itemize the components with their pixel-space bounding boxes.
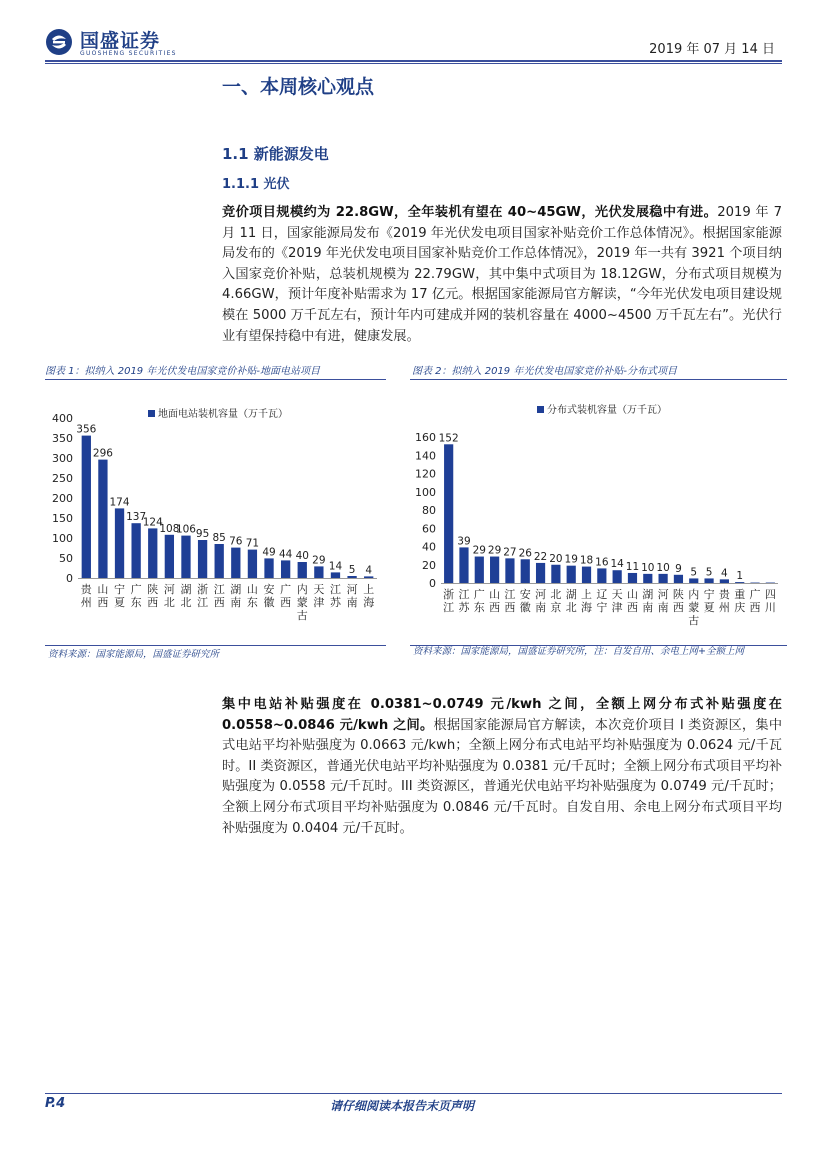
x-tick-char: 贵 bbox=[80, 583, 92, 596]
x-tick-char: 西 bbox=[672, 601, 684, 614]
x-tick-char: 西 bbox=[504, 601, 516, 614]
y-tick-label: 0 bbox=[429, 577, 436, 590]
data-label: 27 bbox=[503, 546, 517, 559]
x-tick-char: 贵 bbox=[718, 588, 730, 601]
bar bbox=[364, 576, 373, 578]
x-tick-char: 浙 bbox=[443, 588, 455, 601]
x-tick-char: 苏 bbox=[458, 601, 470, 614]
bar bbox=[689, 578, 698, 583]
x-tick-label bbox=[627, 588, 638, 614]
x-tick-label bbox=[688, 587, 699, 627]
x-tick-label bbox=[719, 587, 731, 614]
x-tick-label bbox=[658, 588, 669, 614]
x-tick-label bbox=[114, 583, 125, 609]
x-tick-label bbox=[504, 588, 515, 614]
x-tick-char: 山 bbox=[489, 588, 501, 601]
x-tick-char: 北 bbox=[180, 596, 192, 609]
x-tick-label bbox=[612, 588, 623, 614]
x-tick-char: 川 bbox=[764, 601, 776, 614]
x-tick-char: 宁 bbox=[703, 588, 715, 601]
x-tick-char: 河 bbox=[346, 583, 358, 596]
y-tick-label: 100 bbox=[52, 532, 73, 545]
figure-1-source-rule bbox=[45, 645, 386, 646]
x-tick-label bbox=[197, 582, 208, 609]
bar bbox=[215, 544, 224, 578]
data-label: 39 bbox=[457, 535, 471, 548]
x-tick-char: 东 bbox=[473, 601, 485, 614]
x-tick-char: 南 bbox=[230, 596, 242, 609]
x-tick-char: 海 bbox=[581, 601, 593, 614]
data-label: 296 bbox=[92, 447, 113, 460]
data-label: 40 bbox=[295, 550, 309, 562]
paragraph-lead: 集中电站补贴强度在 0.0381~0.0749 元/kwh 之间，全额上网分布式补贴强度在 0.0558~0.0846 元/kwh 之间。 bbox=[222, 697, 782, 733]
data-label: 4 bbox=[721, 567, 728, 580]
x-tick-label bbox=[363, 582, 374, 609]
disclaimer-note: 请仔细阅读本报告末页声明 bbox=[330, 1099, 475, 1113]
legend-swatch bbox=[148, 410, 155, 417]
bar bbox=[198, 540, 207, 578]
x-tick-char: 江 bbox=[329, 583, 341, 596]
x-tick-char: 南 bbox=[642, 601, 654, 614]
x-tick-label bbox=[734, 587, 745, 614]
x-tick-label bbox=[280, 582, 291, 609]
ground-station-bar-chart bbox=[45, 385, 386, 630]
x-tick-char: 徽 bbox=[263, 596, 275, 609]
x-tick-char: 广 bbox=[749, 588, 761, 601]
x-tick-char: 夏 bbox=[703, 601, 715, 614]
bar bbox=[567, 566, 576, 583]
figure-1-caption: 图表 1：拟纳入 2019 年光伏发电国家竞价补贴-地面电站项目 bbox=[45, 366, 320, 377]
bar bbox=[582, 567, 591, 583]
x-tick-char: 四 bbox=[764, 588, 776, 601]
paragraph-pv-scale bbox=[222, 203, 782, 347]
x-tick-char: 河 bbox=[163, 583, 175, 596]
bar bbox=[165, 535, 174, 578]
bar bbox=[597, 568, 606, 583]
bar bbox=[735, 582, 744, 583]
x-tick-label bbox=[596, 588, 607, 614]
x-tick-label bbox=[164, 583, 175, 609]
x-tick-char: 蒙 bbox=[296, 596, 308, 609]
y-tick-label: 300 bbox=[52, 452, 73, 465]
data-label: 18 bbox=[579, 554, 594, 567]
bar bbox=[148, 528, 157, 578]
x-tick-char: 上 bbox=[363, 583, 375, 596]
bar bbox=[720, 579, 729, 583]
data-label: 5 bbox=[690, 566, 698, 579]
data-label: 10 bbox=[656, 561, 670, 574]
data-label: 14 bbox=[610, 558, 624, 571]
x-tick-char: 庆 bbox=[734, 601, 746, 614]
x-tick-char: 蒙 bbox=[688, 601, 700, 614]
x-tick-char: 津 bbox=[611, 601, 623, 614]
data-label: 4 bbox=[365, 564, 373, 577]
x-tick-char: 宁 bbox=[596, 601, 608, 614]
bar bbox=[490, 557, 499, 583]
data-label: 22 bbox=[533, 550, 548, 563]
data-label: 29 bbox=[312, 554, 326, 567]
x-tick-char: 广 bbox=[130, 583, 142, 596]
x-tick-char: 南 bbox=[346, 596, 358, 609]
x-tick-char: 徽 bbox=[519, 601, 531, 614]
x-tick-label bbox=[520, 587, 531, 614]
y-tick-label: 50 bbox=[59, 552, 73, 565]
x-tick-char: 津 bbox=[313, 596, 325, 609]
x-tick-char: 江 bbox=[197, 596, 209, 609]
x-tick-label bbox=[180, 582, 191, 609]
y-tick-label: 200 bbox=[52, 492, 73, 505]
brand-english: GUOSHENG SECURITIES bbox=[80, 50, 177, 57]
bar bbox=[115, 508, 124, 578]
x-tick-char: 苏 bbox=[329, 596, 341, 609]
x-tick-label bbox=[566, 587, 577, 614]
data-label: 152 bbox=[438, 432, 459, 445]
legend-label: 分布式装机容量（万千瓦） bbox=[547, 405, 667, 416]
x-tick-label bbox=[550, 588, 561, 614]
bar bbox=[704, 578, 713, 583]
x-tick-label bbox=[642, 587, 653, 614]
data-label: 356 bbox=[76, 423, 97, 436]
paragraph-body: 2019 年 7 月 11 日，国家能源局发布《2019 年光伏发电项目国家补贴竞价工作总体情况》。根据国家能源局发布的《2019 年光伏发电项目国家补贴竞价工作总体情况》，2019 年一共有 3921 个项目纳入国家竞价补贴，总装机规模为 22.79GW，其中集中式项目为 18.12GW，分布式项目规模为 4.66GW，预计年度补贴需求为 17 亿元。根据国家能源局官方解读，“今年光伏发电项目建设规模在 5000 万千瓦左右，预计年内可建成并网的装机容量在 4000~4500 万千瓦左右”。光伏行业有望保持稳中有进，健康发展。 bbox=[222, 205, 782, 344]
x-tick-label bbox=[81, 582, 93, 609]
y-tick-label: 60 bbox=[422, 522, 436, 536]
data-label: 26 bbox=[518, 547, 532, 560]
x-tick-char: 南 bbox=[657, 601, 669, 614]
x-tick-char: 北 bbox=[550, 588, 562, 601]
legend-swatch bbox=[537, 406, 544, 413]
report-date: 2019 年 07 月 14 日 bbox=[649, 42, 775, 57]
x-tick-label bbox=[230, 582, 241, 609]
data-label: 20 bbox=[549, 552, 563, 565]
x-tick-char: 江 bbox=[443, 601, 455, 614]
y-tick-label: 20 bbox=[422, 558, 436, 572]
data-label: 16 bbox=[595, 556, 609, 569]
x-tick-label bbox=[147, 582, 158, 609]
x-tick-char: 陕 bbox=[672, 588, 684, 601]
x-tick-char: 州 bbox=[80, 596, 92, 609]
data-label: 44 bbox=[278, 548, 293, 561]
x-tick-char: 西 bbox=[749, 601, 761, 614]
x-tick-char: 州 bbox=[718, 601, 730, 614]
x-tick-char: 江 bbox=[213, 583, 225, 596]
x-tick-char: 山 bbox=[626, 588, 638, 601]
bar bbox=[613, 570, 622, 583]
data-label: 11 bbox=[625, 560, 640, 573]
x-tick-char: 辽 bbox=[596, 588, 608, 601]
y-tick-label: 150 bbox=[52, 512, 73, 525]
x-tick-label bbox=[443, 587, 454, 614]
data-label: 29 bbox=[472, 544, 486, 557]
x-tick-char: 安 bbox=[519, 588, 531, 601]
x-tick-label bbox=[297, 582, 308, 622]
y-tick-label: 100 bbox=[415, 485, 436, 499]
x-tick-char: 古 bbox=[296, 609, 308, 622]
bar bbox=[521, 559, 530, 583]
figure-2-caption-rule bbox=[410, 379, 787, 380]
x-tick-char: 上 bbox=[581, 588, 593, 601]
y-tick-label: 120 bbox=[415, 467, 436, 481]
bar bbox=[536, 563, 545, 583]
x-tick-char: 湖 bbox=[180, 583, 192, 596]
y-tick-label: 400 bbox=[52, 412, 73, 425]
data-label: 108 bbox=[159, 522, 180, 535]
bar bbox=[82, 436, 91, 578]
figure-2-source: 资料来源：国家能源局，国盛证券研究所，注：自发自用、余电上网+全额上网 bbox=[413, 646, 744, 657]
x-tick-label bbox=[97, 583, 108, 609]
bar bbox=[475, 557, 484, 583]
x-tick-label bbox=[673, 587, 684, 614]
x-tick-label bbox=[313, 583, 324, 609]
data-label: 95 bbox=[195, 528, 210, 540]
data-label: 29 bbox=[487, 544, 502, 557]
bar bbox=[264, 558, 273, 578]
bar bbox=[659, 574, 668, 583]
bar bbox=[98, 460, 107, 578]
x-tick-char: 山 bbox=[97, 583, 109, 596]
x-tick-char: 古 bbox=[688, 614, 700, 627]
x-tick-label bbox=[765, 588, 776, 614]
x-tick-char: 广 bbox=[473, 588, 485, 601]
x-tick-char: 重 bbox=[734, 588, 746, 601]
x-tick-char: 东 bbox=[130, 596, 142, 609]
data-label: 106 bbox=[175, 523, 196, 536]
x-tick-char: 西 bbox=[147, 596, 159, 609]
x-tick-char: 安 bbox=[263, 583, 275, 596]
x-tick-char: 夏 bbox=[114, 596, 126, 609]
bar bbox=[505, 558, 514, 583]
x-tick-char: 河 bbox=[535, 588, 547, 601]
distributed-bar-chart bbox=[410, 385, 787, 630]
x-tick-char: 南 bbox=[535, 601, 547, 614]
data-label: 49 bbox=[262, 546, 276, 559]
section-title: 一、本周核心观点 bbox=[222, 76, 375, 98]
x-tick-char: 西 bbox=[626, 601, 638, 614]
y-tick-label: 80 bbox=[422, 504, 436, 517]
x-tick-char: 京 bbox=[550, 601, 562, 614]
header-divider bbox=[45, 60, 782, 62]
x-tick-char: 北 bbox=[163, 596, 175, 609]
x-tick-char: 西 bbox=[280, 596, 292, 609]
subsection-title: 1.1 新能源发电 bbox=[222, 145, 329, 163]
data-label: 1 bbox=[736, 570, 744, 583]
logo-icon bbox=[45, 28, 73, 56]
x-tick-char: 西 bbox=[213, 596, 225, 609]
bar bbox=[628, 573, 637, 583]
y-tick-label: 350 bbox=[52, 432, 73, 445]
x-tick-label bbox=[458, 588, 470, 614]
x-tick-label bbox=[581, 587, 592, 614]
data-label: 19 bbox=[564, 553, 578, 566]
bar bbox=[231, 548, 240, 578]
x-tick-char: 河 bbox=[657, 588, 669, 601]
x-tick-label bbox=[750, 587, 761, 614]
bar bbox=[551, 565, 560, 583]
x-tick-label bbox=[247, 583, 258, 609]
bar bbox=[248, 550, 257, 578]
figure-1-caption-rule bbox=[45, 379, 386, 380]
data-label: 71 bbox=[245, 537, 260, 550]
bar bbox=[674, 575, 683, 583]
data-label: 5 bbox=[348, 564, 356, 576]
data-label: 85 bbox=[212, 532, 226, 544]
x-tick-char: 陕 bbox=[147, 583, 159, 596]
bar bbox=[331, 572, 340, 578]
x-tick-label bbox=[131, 582, 142, 609]
y-tick-label: 140 bbox=[415, 449, 436, 463]
bar bbox=[281, 560, 290, 578]
subsubsection-title: 1.1.1 光伏 bbox=[222, 177, 290, 192]
x-tick-char: 江 bbox=[504, 588, 516, 601]
data-label: 124 bbox=[142, 516, 163, 529]
data-label: 10 bbox=[641, 561, 655, 574]
figure-1-source: 资料来源：国家能源局，国盛证券研究所 bbox=[48, 649, 220, 660]
bar bbox=[298, 562, 307, 578]
x-tick-char: 湖 bbox=[230, 583, 242, 596]
x-tick-char: 天 bbox=[611, 588, 623, 601]
y-tick-label: 0 bbox=[66, 572, 73, 585]
x-tick-char: 江 bbox=[458, 588, 470, 601]
x-tick-char: 东 bbox=[246, 596, 258, 609]
data-label: 9 bbox=[675, 562, 682, 575]
x-tick-char: 海 bbox=[363, 596, 375, 609]
x-tick-char: 内 bbox=[296, 583, 308, 596]
x-tick-char: 天 bbox=[313, 583, 325, 596]
x-tick-label bbox=[347, 583, 358, 609]
brand-name: 国盛证券 bbox=[80, 30, 161, 52]
x-tick-label bbox=[489, 588, 500, 614]
x-tick-char: 西 bbox=[97, 596, 109, 609]
x-tick-char: 广 bbox=[280, 583, 292, 596]
x-tick-label bbox=[474, 587, 485, 614]
data-label: 174 bbox=[109, 496, 130, 509]
x-tick-label bbox=[264, 582, 275, 609]
x-tick-char: 湖 bbox=[565, 588, 577, 601]
x-tick-label bbox=[535, 588, 546, 614]
x-tick-char: 北 bbox=[565, 601, 577, 614]
y-tick-label: 40 bbox=[422, 540, 436, 554]
bar bbox=[314, 566, 323, 578]
paragraph-subsidy bbox=[222, 695, 782, 839]
data-label: 76 bbox=[229, 535, 243, 548]
x-tick-char: 西 bbox=[489, 601, 501, 614]
legend-label: 地面电站装机容量（万千瓦） bbox=[158, 409, 288, 420]
data-label: 14 bbox=[328, 560, 343, 573]
paragraph-lead: 竞价项目规模约为 22.8GW，全年装机有望在 40~45GW，光伏发展稳中有进。 bbox=[222, 205, 718, 220]
bar bbox=[459, 547, 468, 583]
x-tick-label bbox=[704, 588, 715, 614]
bar bbox=[181, 536, 190, 578]
page-number: P.4 bbox=[45, 1096, 66, 1111]
x-tick-char: 宁 bbox=[114, 583, 126, 596]
header-divider-thin bbox=[45, 63, 782, 64]
paragraph-body: 根据国家能源局官方解读，本次竞价项目 I 类资源区，集中式电站平均补贴强度为 0.0663 元/kwh；全额上网分布式电站平均补贴强度为 0.0624 元/千瓦时。II 类资源区，普通光伏电站平均补贴强度为 0.0381 元/千瓦时；全额上网分布式项目平均补贴强度为 0.0558 元/千瓦时。III 类资源区，普通光伏电站平均补贴强度为 0.0749 元/千瓦时；全额上网分布式项目平均补贴强度为 0.0846 元/千瓦时。自发自用、余电上网分布式项目平均补贴强度为 0.0404 元/千瓦时。 bbox=[222, 717, 783, 836]
bar bbox=[643, 574, 652, 583]
footer-divider bbox=[45, 1093, 782, 1094]
y-tick-label: 250 bbox=[52, 472, 73, 485]
bar bbox=[347, 576, 356, 578]
x-tick-char: 山 bbox=[246, 583, 258, 596]
bar bbox=[444, 444, 453, 583]
bar bbox=[131, 523, 140, 578]
x-tick-char: 湖 bbox=[642, 588, 654, 601]
x-tick-label bbox=[214, 583, 225, 609]
data-label: 137 bbox=[126, 511, 147, 524]
x-tick-label bbox=[330, 583, 342, 609]
y-tick-label: 160 bbox=[415, 431, 436, 444]
x-tick-char: 内 bbox=[688, 588, 700, 601]
figure-2-caption: 图表 2：拟纳入 2019 年光伏发电国家竞价补贴-分布式项目 bbox=[412, 366, 677, 377]
x-tick-char: 浙 bbox=[197, 583, 209, 596]
data-label: 5 bbox=[705, 566, 713, 579]
